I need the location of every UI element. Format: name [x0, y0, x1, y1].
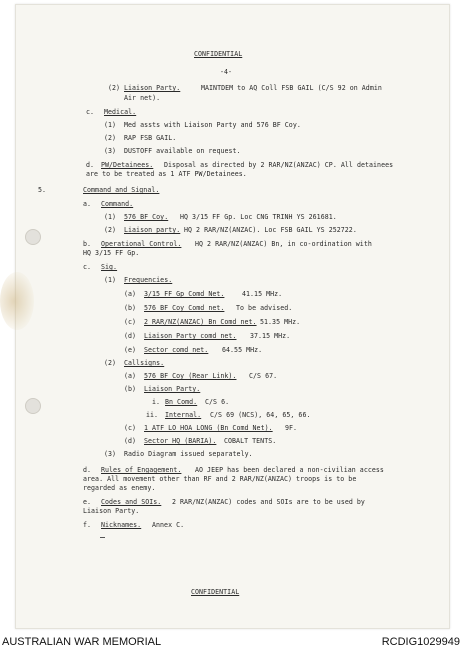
item-number: (2)	[108, 84, 121, 92]
item-number: (b)	[124, 304, 137, 312]
punch-hole-bottom	[25, 398, 41, 414]
callsigns-heading: Callsigns.	[124, 359, 165, 367]
item-number: ii.	[146, 411, 159, 419]
para-letter: c.	[83, 263, 92, 271]
punch-hole-top	[25, 229, 41, 245]
text-line: Radio Diagram issued separately.	[124, 450, 253, 458]
para-letter: f.	[83, 521, 92, 529]
callsign-name: 1 ATF LO HOA LONG (Bn Comd Net).	[144, 424, 273, 432]
text-line: Annex C.	[152, 521, 185, 529]
archive-name: AUSTRALIAN WAR MEMORIAL	[2, 636, 162, 648]
codes-and-sois-heading: Codes and SOIs.	[101, 498, 162, 506]
text-line: area. All movement other than RF and 2 RAR/NZ(ANZAC) troops is to be	[83, 475, 357, 483]
text-line: RAP FSB GAIL.	[124, 134, 177, 142]
item-number: (2)	[104, 134, 117, 142]
item-number: (d)	[124, 437, 137, 445]
net-frequency: 41.15 MHz.	[242, 290, 283, 298]
item-number: (2)	[104, 226, 117, 234]
item-number: (1)	[104, 276, 117, 284]
text-line: Liaison Party.	[83, 507, 140, 515]
callsign-name: Bn Comd.	[165, 398, 198, 406]
callsign-value: COBALT TENTS.	[224, 437, 277, 445]
header-classification: CONFIDENTIAL	[194, 50, 243, 58]
pw-detainees-heading: PW/Detainees.	[101, 161, 154, 169]
text-line: HQ 2 RAR/NZ(ANZAC) Bn, in co-ordination with	[195, 240, 372, 248]
callsign-name: Sector HQ (BARIA).	[144, 437, 217, 445]
pen-mark	[100, 537, 105, 538]
sig-heading: Sig.	[101, 263, 118, 271]
callsign-value: C/S 6.	[205, 398, 230, 406]
para-letter: a.	[83, 200, 92, 208]
item-number: (b)	[124, 385, 137, 393]
archive-footer	[0, 633, 463, 654]
text-line: 2 RAR/NZ(ANZAC) codes and SOIs are to be used by	[172, 498, 365, 506]
item-number: i.	[152, 398, 161, 406]
text-line: HQ 3/15 FF Gp.	[83, 249, 140, 257]
text-line: HQ 3/15 FF Gp. Loc CNG TRINH YS 261681.	[180, 213, 337, 221]
text-line: Air net).	[124, 94, 161, 102]
net-name: 2 RAR/NZ(ANZAC) Bn Comd net.	[144, 318, 257, 326]
item-title: Liaison party.	[124, 226, 181, 234]
text-line: DUSTOFF available on request.	[124, 147, 241, 155]
item-number: (3)	[104, 450, 117, 458]
para-letter: e.	[83, 498, 92, 506]
item-number: (2)	[104, 359, 117, 367]
item-number: (1)	[104, 121, 117, 129]
nicknames-heading: Nicknames.	[101, 521, 142, 529]
command-heading: Command.	[101, 200, 134, 208]
text-line: regarded as enemy.	[83, 484, 156, 492]
liaison-party-heading: Liaison Party.	[124, 84, 181, 92]
text-line: Med assts with Liaison Party and 576 BF Coy.	[124, 121, 301, 129]
callsign-name: Liaison Party.	[144, 385, 201, 393]
text-line: HQ 2 RAR/NZ(ANZAC). Loc FSB GAIL YS 252722.	[184, 226, 357, 234]
net-name: 3/15 FF Gp Comd Net.	[144, 290, 225, 298]
callsign-value: C/S 69 (NCS), 64, 65, 66.	[210, 411, 311, 419]
text-line: are to be treated as 1 ATF PW/Detainees.	[86, 170, 247, 178]
net-frequency: 37.15 MHz.	[250, 332, 291, 340]
text-line: Disposal as directed by 2 RAR/NZ(ANZAC) CP. All detainees	[164, 161, 394, 169]
net-frequency: 51.35 MHz.	[260, 318, 301, 326]
callsign-value: C/S 67.	[249, 372, 278, 380]
section-number: 5.	[38, 186, 47, 194]
text-line: AO JEEP has been declared a non-civilian access	[195, 466, 384, 474]
item-number: (d)	[124, 332, 137, 340]
callsign-name: 576 BF Coy (Rear Link).	[144, 372, 237, 380]
item-number: (e)	[124, 346, 137, 354]
document-page	[15, 4, 450, 629]
item-number: (1)	[104, 213, 117, 221]
para-letter: d.	[86, 161, 95, 169]
medical-heading: Medical.	[104, 108, 137, 116]
item-number: (a)	[124, 372, 137, 380]
net-name: 576 BF Coy Comd net.	[144, 304, 225, 312]
command-and-signal-heading: Command and Signal.	[83, 186, 160, 194]
net-name: Liaison Party comd net.	[144, 332, 237, 340]
callsign-value: 9F.	[285, 424, 298, 432]
text-line: MAINTDEM to AQ Coll FSB GAIL (C/S 92 on Admin	[201, 84, 382, 92]
rules-of-engagement-heading: Rules of Engagement.	[101, 466, 182, 474]
frequencies-heading: Frequencies.	[124, 276, 173, 284]
page-number: -4-	[220, 68, 233, 76]
para-letter: d.	[83, 466, 92, 474]
para-letter: b.	[83, 240, 92, 248]
item-number: (a)	[124, 290, 137, 298]
net-name: Sector comd net.	[144, 346, 209, 354]
callsign-name: Internal.	[165, 411, 202, 419]
water-stain	[0, 272, 34, 330]
footer-classification: CONFIDENTIAL	[191, 588, 240, 596]
archive-record-id: RCDIG1029949	[381, 636, 460, 648]
item-number: (c)	[124, 424, 137, 432]
net-frequency: 64.55 MHz.	[222, 346, 263, 354]
item-number: (c)	[124, 318, 137, 326]
para-letter: c.	[86, 108, 95, 116]
operational-control-heading: Operational Control.	[101, 240, 182, 248]
item-number: (3)	[104, 147, 117, 155]
net-frequency: To be advised.	[236, 304, 293, 312]
item-title: 576 BF Coy.	[124, 213, 169, 221]
